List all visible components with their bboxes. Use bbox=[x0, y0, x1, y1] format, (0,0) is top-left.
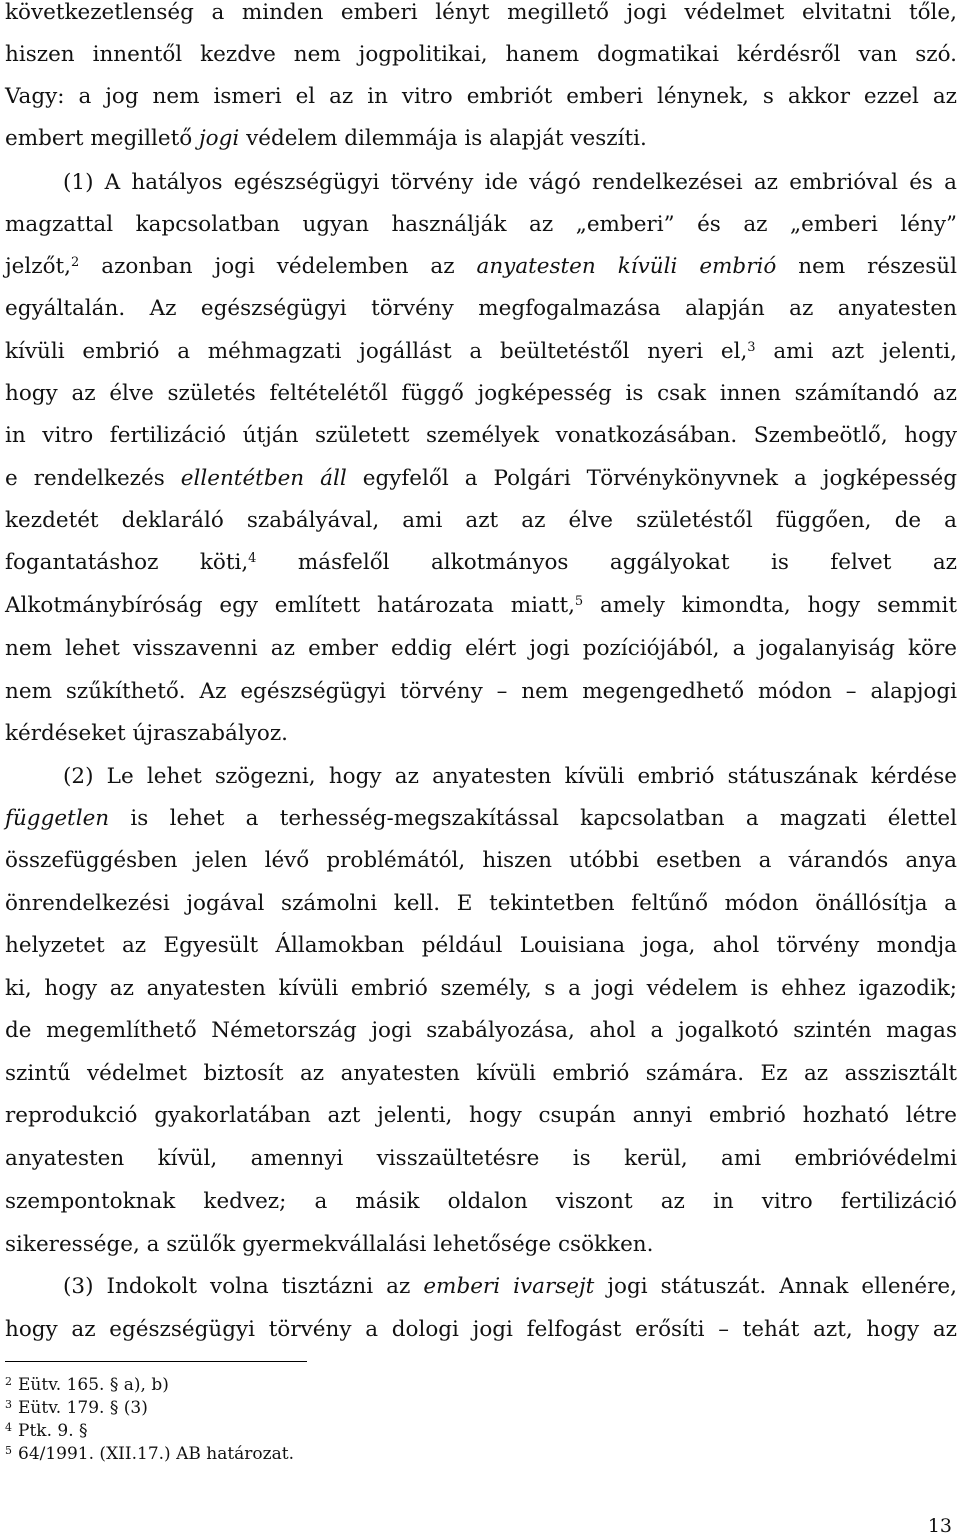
footnote-number: 2 bbox=[5, 1375, 12, 1388]
italic-text: anyatesten kívüli embrió bbox=[476, 254, 777, 279]
text-segment: magzattal kapcsolatban ugyan használják az „emberi” és az „emberi lény” bbox=[5, 212, 957, 237]
text-segment: szempontoknak kedvez; a másik oldalon viszont az in vitro fertilizáció bbox=[5, 1189, 957, 1214]
italic-text: emberi ivarsejt bbox=[423, 1274, 595, 1299]
text-segment: védelem dilemmája is alapját veszíti. bbox=[239, 126, 647, 151]
text-segment: Alkotmánybíróság egy említett határozata miatt, bbox=[5, 593, 575, 618]
text-line bbox=[5, 296, 957, 322]
text-line bbox=[5, 42, 957, 68]
text-segment: is lehet a terhesség-megszakítással kapcsolatban a magzati élettel bbox=[109, 806, 957, 831]
footnote-ref: 2 bbox=[71, 255, 80, 270]
text-segment: kívüli embrió a méhmagzati jogállást a beültetéstől nyeri el, bbox=[5, 339, 748, 364]
text-segment: embert megillető bbox=[5, 126, 199, 151]
text-line bbox=[5, 933, 957, 959]
text-segment: anyatesten kívül, amennyi visszaültetésre is kerül, ami embrióvédelmi bbox=[5, 1146, 957, 1171]
text-line bbox=[5, 126, 957, 152]
text-line bbox=[5, 848, 957, 874]
text-segment: nem lehet visszavenni az ember eddig elért jogi pozíciójából, a jogalanyiság köre bbox=[5, 636, 957, 661]
text-line bbox=[5, 976, 957, 1002]
text-segment: kezdetét deklaráló szabályával, ami azt az élve születéstől függően, de a bbox=[5, 508, 957, 533]
text-line bbox=[63, 1274, 957, 1300]
page-number: 13 bbox=[927, 1515, 952, 1537]
footnote-number: 4 bbox=[5, 1421, 12, 1434]
text-segment: reprodukció gyakorlatában azt jelenti, hogy csupán annyi embrió hozható létre bbox=[5, 1103, 957, 1128]
text-segment: (1) A hatályos egészségügyi törvény ide vágó rendelkezései az embrióval és a bbox=[63, 170, 957, 195]
text-line bbox=[5, 550, 957, 576]
text-segment: in vitro fertilizáció útján született személyek vonatkozásában. Szembeötlő, hogy bbox=[5, 423, 957, 448]
text-line bbox=[5, 84, 957, 110]
text-segment: fogantatáshoz köti, bbox=[5, 550, 249, 575]
footnote-number: 3 bbox=[5, 1398, 12, 1411]
text-segment: kérdéseket újraszabályoz. bbox=[5, 721, 288, 746]
footnote bbox=[5, 1398, 148, 1418]
italic-text: független bbox=[5, 806, 110, 831]
text-segment: nem szűkíthető. Az egészségügyi törvény – nem megengedhető módon – alapjogi bbox=[5, 679, 957, 704]
text-segment: szintű védelmet biztosít az anyatesten kívüli embrió számára. Ez az asszisztált bbox=[5, 1061, 957, 1086]
text-segment: Vagy: a jog nem ismeri el az in vitro embriót emberi lénynek, s akkor ezzel az bbox=[5, 84, 957, 109]
footnote-text: Ptk. 9. § bbox=[18, 1421, 88, 1441]
text-segment: összefüggésben jelen lévő problémától, hiszen utóbbi esetben a várandós anya bbox=[5, 848, 957, 873]
text-line bbox=[5, 254, 957, 280]
text-line bbox=[5, 1317, 957, 1343]
footnote-ref: 5 bbox=[574, 594, 584, 609]
footnote-separator bbox=[5, 1361, 307, 1362]
text-line bbox=[63, 764, 957, 790]
text-segment: (3) Indokolt volna tisztázni az bbox=[63, 1274, 424, 1299]
text-segment: hogy az egészségügyi törvény a dologi jogi felfogást erősíti – tehát azt, hogy az bbox=[5, 1317, 957, 1342]
text-segment: amely kimondta, hogy semmit bbox=[583, 593, 957, 618]
text-segment: hogy az élve születés feltételétől függő jogképesség is csak innen számítandó az bbox=[5, 381, 957, 406]
text-segment: önrendelkezési jogával számolni kell. E tekintetben feltűnő módon önállósítja a bbox=[5, 891, 957, 916]
text-line bbox=[5, 1061, 957, 1087]
text-line bbox=[5, 0, 957, 26]
footnote bbox=[5, 1375, 169, 1395]
footnote-text: Eütv. 165. § a), b) bbox=[18, 1375, 169, 1395]
footnote bbox=[5, 1421, 88, 1441]
footnote-text: 64/1991. (XII.17.) AB határozat. bbox=[18, 1444, 294, 1464]
text-segment: egyáltalán. Az egészségügyi törvény megfogalmazása alapján az anyatesten bbox=[5, 296, 957, 321]
text-line bbox=[5, 679, 957, 705]
text-segment: helyzetet az Egyesült Államokban például Louisiana joga, ahol törvény mondja bbox=[5, 933, 957, 958]
text-segment: azonban jogi védelemben az bbox=[79, 254, 477, 279]
text-segment: ami azt jelenti, bbox=[755, 339, 957, 364]
text-line bbox=[5, 508, 957, 534]
footnote bbox=[5, 1444, 294, 1464]
footnote-ref: 3 bbox=[747, 340, 756, 355]
text-segment: ki, hogy az anyatesten kívüli embrió személy, s a jogi védelem is ehhez igazodik; bbox=[5, 976, 957, 1001]
text-line bbox=[5, 1103, 957, 1129]
text-line bbox=[5, 212, 957, 238]
text-line bbox=[5, 423, 957, 449]
text-line bbox=[63, 170, 957, 196]
text-line bbox=[5, 891, 957, 917]
text-line bbox=[5, 1232, 957, 1258]
text-segment: következetlenség a minden emberi lényt megillető jogi védelmet elvitatni tőle, bbox=[5, 0, 957, 25]
text-line bbox=[5, 636, 957, 662]
text-line bbox=[5, 339, 957, 365]
text-line bbox=[5, 1146, 957, 1172]
text-segment: (2) Le lehet szögezni, hogy az anyatesten kívüli embrió státuszának kérdése bbox=[63, 764, 957, 789]
text-segment: e rendelkezés bbox=[5, 466, 181, 491]
text-line bbox=[5, 1189, 957, 1215]
italic-text: ellentétben áll bbox=[180, 466, 347, 491]
text-line bbox=[5, 381, 957, 407]
text-segment: de megemlíthető Németország jogi szabályozása, ahol a jogalkotó szintén magas bbox=[5, 1018, 957, 1043]
text-segment: nem részesül bbox=[776, 254, 958, 279]
text-segment: másfelől alkotmányos aggályokat is felvet az bbox=[256, 550, 957, 575]
text-segment: egyfelől a Polgári Törvénykönyvnek a jogképesség bbox=[346, 466, 957, 491]
footnote-number: 5 bbox=[5, 1444, 12, 1457]
text-segment: jogi státuszát. Annak ellenére, bbox=[594, 1274, 957, 1299]
italic-text: jogi bbox=[199, 126, 240, 151]
footnote-ref: 4 bbox=[248, 551, 257, 566]
footnote-text: Eütv. 179. § (3) bbox=[18, 1398, 148, 1418]
text-segment: hiszen innentől kezdve nem jogpolitikai, hanem dogmatikai kérdésről van szó. bbox=[5, 42, 957, 67]
text-line bbox=[5, 466, 957, 492]
text-segment: jelzőt, bbox=[5, 254, 72, 279]
text-segment: sikeressége, a szülők gyermekvállalási lehetősége csökken. bbox=[5, 1232, 654, 1257]
text-line bbox=[5, 721, 957, 747]
text-line bbox=[5, 1018, 957, 1044]
text-line bbox=[5, 806, 957, 832]
text-line bbox=[5, 593, 957, 619]
